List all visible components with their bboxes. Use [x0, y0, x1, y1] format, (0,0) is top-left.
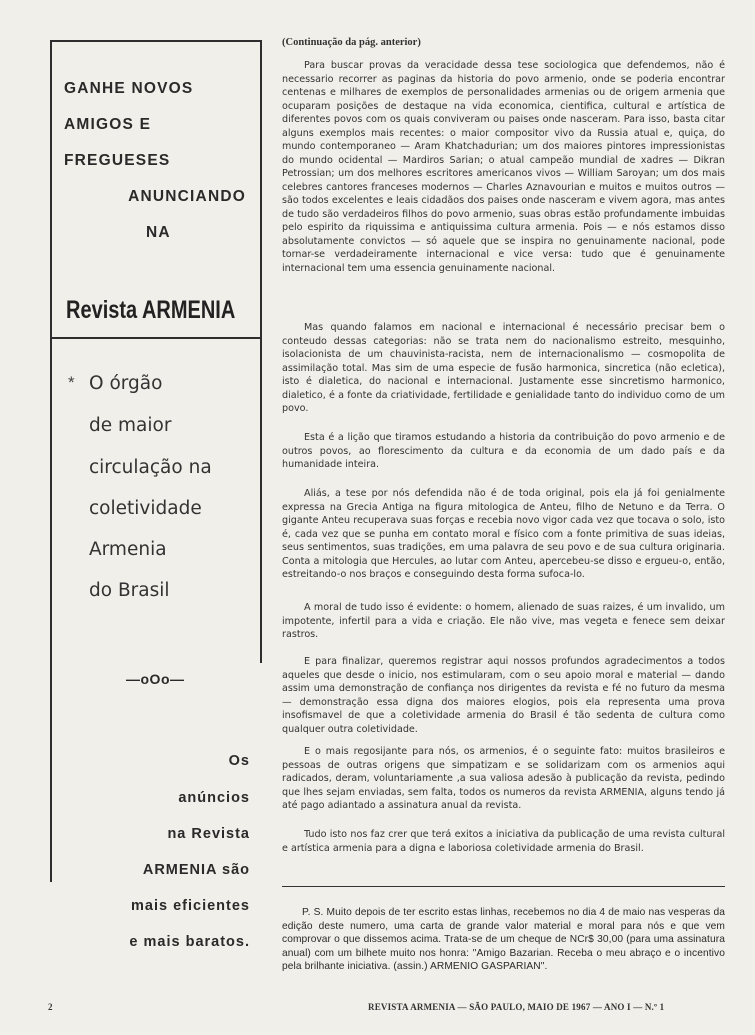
ad-headline-line-3: FREGUESES	[64, 152, 171, 169]
page-number: 2	[48, 1002, 53, 1012]
ad-separator: —oOo—	[126, 671, 185, 687]
ad-closing-line-4: ARMENIA são	[142, 862, 250, 878]
article-paragraph-4: Aliás, a tese por nós defendida não é de toda original, pois ela já foi genialmente expressa na Grecia Antiga na figura mitologica de Anteu, filho de Netuno e da Terra. O gigante Anteu recuperava suas forças e recebia novo vigor cada vez que tocava o solo, isto é, cada vez que se punha em contato moral e físico com a fonte primitiva de suas ideias, seus sentimentos, suas tradições, em uma palavra de seu povo e de sua cultura originaria. Conta a mitologia que Hercules, ao lutar com Anteu, apercebeu-se disso e ergueu-o, então, estreitando-o nos braços e conseguindo desta forma sufoca-lo.	[282, 488, 725, 580]
ad-closing-line-3: na Revista	[167, 826, 250, 842]
star-icon: *	[68, 373, 75, 392]
ad-slogan-line-1: O órgão	[89, 373, 163, 394]
article-paragraph-7: E o mais regosijante para nós, os armenios, é o seguinte fato: muitos brasileiros e pessoas de outras origens que simpatizam e se solidarizam com os armenios aqui radicados, deram, voluntariamente ,a sua valiosa adesão à publicação da revista, pedindo que lhes sejam enviadas, sem falta, todos os numeros da revista ARMENIA, alguns tendo já até pago adiantado a assinatura anual da revista.	[282, 746, 725, 811]
article-paragraph-6: E para finalizar, queremos registrar aqui nossos profundos agradecimentos a todos aqueles que desde o inicio, nos estimularam, com o seu apoio moral e material — dando assim uma demonstração de confiança nos dirigentes da revista e fé no futuro da mesma — demonstração essa digna dos maiores elogios, pois ela representa uma prova insofismavel de que a coletividade armenia do Brasil é tão sedenta de cultura como qualquer outra coletividade.	[282, 656, 725, 735]
ad-headline-line-5: NA	[146, 224, 171, 241]
article-paragraph-5: A moral de tudo isso é evidente: o homem, alienado de suas raizes, é um invalido, um impotente, infertil para a vida e criação. Ele não vive, mas vegeta e fenece sem deixar rastros.	[282, 602, 725, 640]
article-paragraph-8: Tudo isto nos faz crer que terá exitos a iniciativa da publicação de uma revista cultural e artística armenia para a digna e laboriosa coletividade armenia do Brasil.	[282, 829, 725, 854]
ad-closing-line-2: anúncios	[178, 790, 250, 806]
ad-closing-line-6: e mais baratos.	[129, 934, 250, 950]
ad-headline-line-4: ANUNCIANDO	[128, 188, 246, 205]
ad-slogan-line-2: de maior	[89, 415, 172, 436]
article-paragraph-3: Esta é a lição que tiramos estudando a historia da contribuição do povo armenio e de outros povos, ao florescimento da cultura e da economia de um dado país e da humanidade inteira.	[282, 432, 725, 470]
ad-slogan-line-3: circulação na	[89, 457, 212, 478]
ad-closing-line-1: Os	[228, 753, 250, 769]
ad-slogan-line-6: do Brasil	[89, 580, 170, 601]
ad-headline-line-1: GANHE NOVOS	[64, 80, 194, 97]
footer-masthead: REVISTA ARMENIA — SÃO PAULO, MAIO DE 1967 — ANO I — N.º 1	[368, 1002, 665, 1012]
article-paragraph-2: Mas quando falamos em nacional e internacional é necessário precisar bem o conteudo dessas categorias: não se trata nem do nacionalismo estreito, mesquinho, isolacionista de um chauvinista-racista, nem de internacionalismo — cosmopolita de assimilação total. Mas sim de uma especie de fusão harmonica, sincretica (não ecletica), isto é dialetica, do nacional e internacional. Justamente esse sincretismo harmonico, dialetico, é a fonte da criatividade, fertilidade e genialidade tanto do individuo como de um povo.	[282, 322, 725, 414]
ad-slogan-line-4: coletividade	[89, 498, 202, 519]
continuation-note: (Continuação da pág. anterior)	[282, 37, 421, 48]
ad-headline-line-2: AMIGOS E	[64, 116, 152, 133]
article-paragraph-1: Para buscar provas da veracidade dessa tese sociologica que defendemos, não é necessario recorrer as paginas da historia do povo armenio, onde se poderia encontrar centenas e milhares de exemplos de personalidades armenias ou de origem armenia que ocuparam posições de destaque na vida economica, cientifica, cultural e artística de diferentes povos com os quais conviveram ou paises onde nasceram. Para isso, basta citar alguns exemplos mais recentes: o maior compositor vivo da Russia atual e, quiça, do mundo contemporaneo — Aram Khatchadurian; um dos maiores pintores impressionistas do mundo ocidental — Mardiros Sarian; o atual campeão mundial de xadres — Dikran Petrossian; um dos melhores escritores americanos vivos — William Saroyan; um dos mais celebres cantores franceses modernos — Charles Aznavourian e muitos e muitos outros — são todos excelentes e leais cidadãos dos paises onde nasceram e vivem agora, mas antes de tudo são verdadeiros filhos do povo armenio, suas obras estão profundamente imbuidas pelo espirito da riquissima e antiquissima cultura armenia. Pois — e nós estamos disso absolutamente convictos — só aquele que se inspira no genuinamente nacional, pode tornar-se verdadeiramente internacional e vice versa: tudo que é genuinamente internacional tem uma essencia genuinamente nacional.	[282, 60, 725, 274]
postscript: P. S. Muito depois de ter escrito estas linhas, recebemos no dia 4 de maio nas vesperas da edição deste numero, uma carta de grande valor material e moral para nós e que vem comprovar o que dissemos acima. Trata-se de um cheque de NCr$ 30,00 (para uma assinatura anual) com um bilhete muito nos honra: "Amigo Bazarian. Receba o meu abraço e o incentivo pela brilhante iniciativa. (assin.) ARMENIO GASPARIAN".	[282, 907, 725, 972]
ad-brand-name: Revista ARMENIA	[66, 296, 236, 324]
ad-slogan-line-5: Armenia	[89, 539, 167, 560]
postscript-divider	[282, 886, 725, 887]
advertisement-box	[50, 40, 262, 950]
ad-closing-line-5: mais eficientes	[131, 898, 250, 914]
